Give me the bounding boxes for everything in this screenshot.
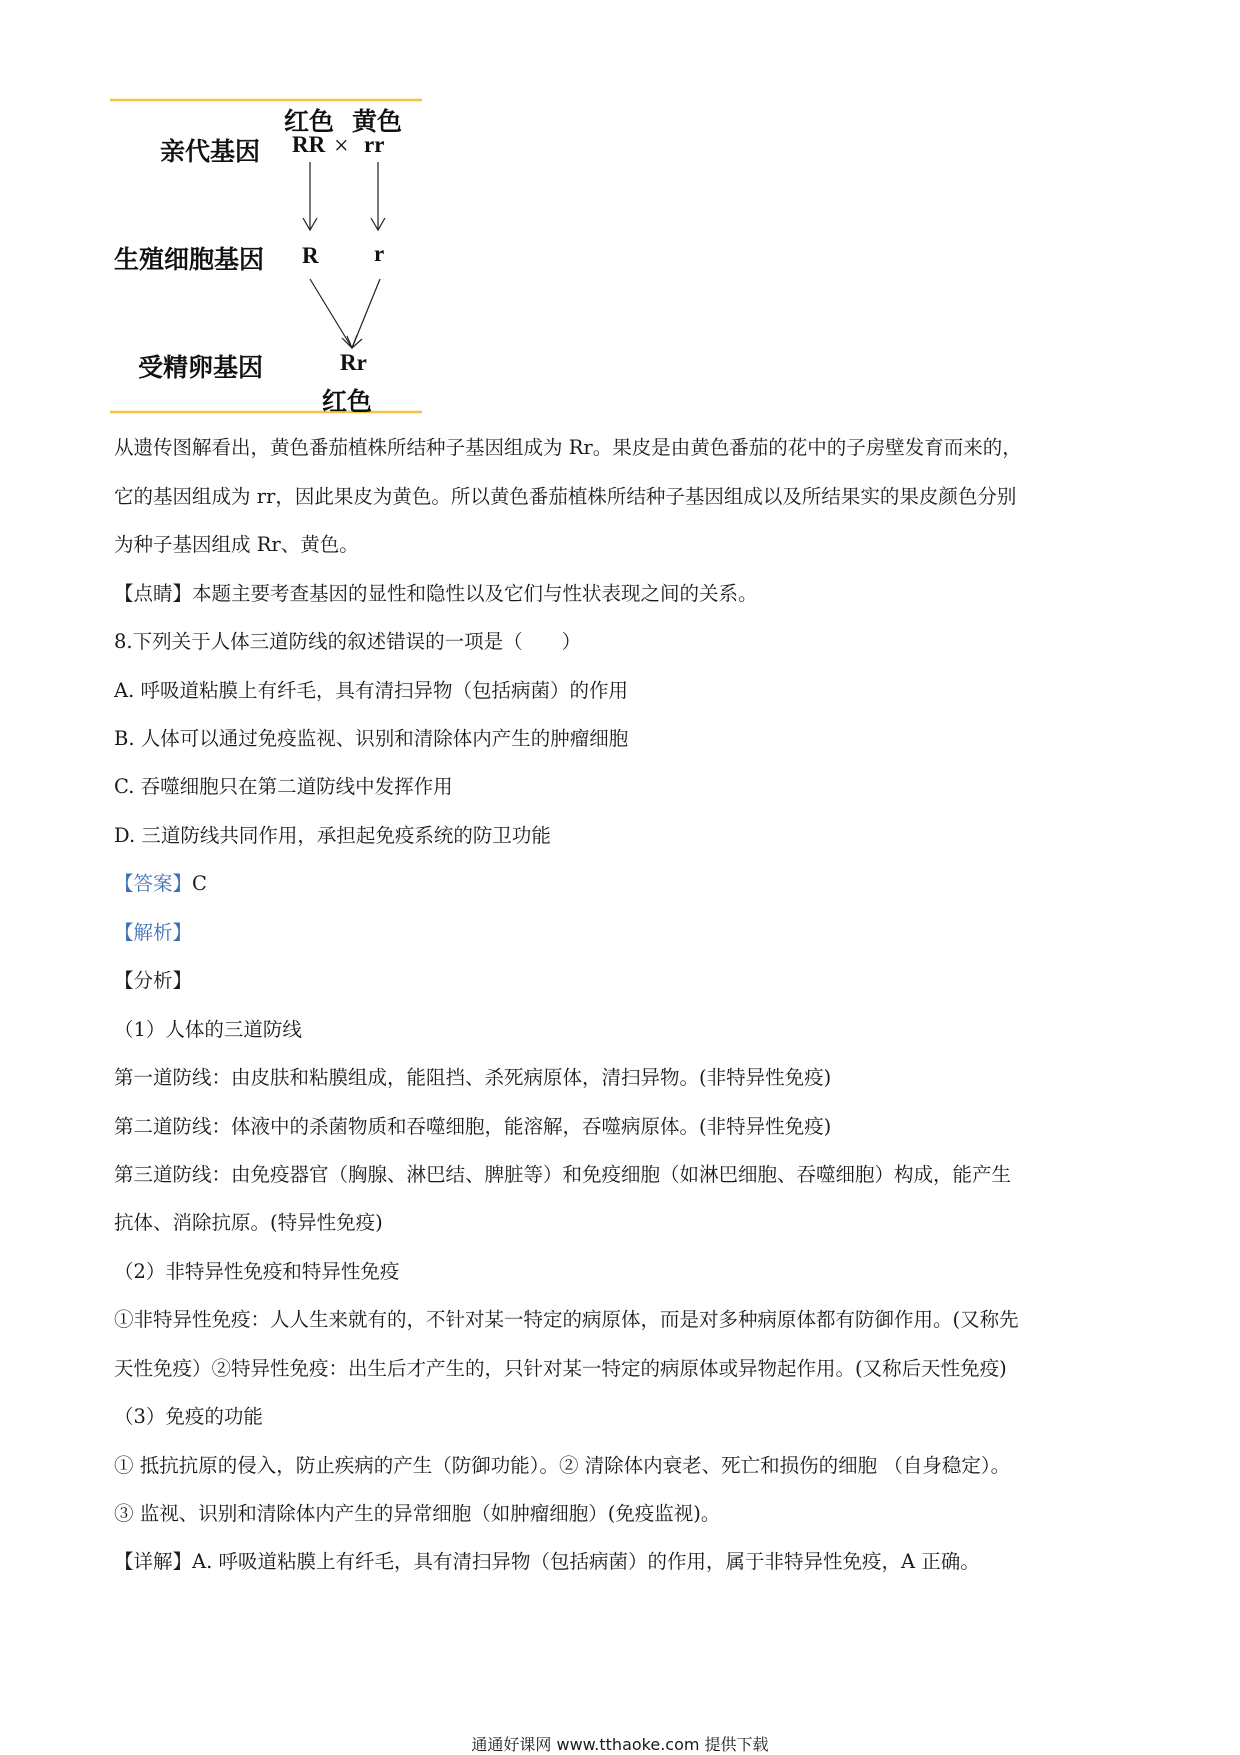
gamete-label: 生殖细胞基因 bbox=[114, 245, 265, 274]
text-line: 为种子基因组成 Rr、黄色。 bbox=[114, 533, 359, 556]
text-line: 【详解】A. 呼吸道粘膜上有纤毛，具有清扫异物（包括病菌）的作用，属于非特异性免疫，A 正确。 bbox=[114, 1550, 980, 1573]
color-yellow-label: 黄色 bbox=[352, 107, 403, 136]
page-footer: 通通好课网 www.tthaoke.com 提供下载 bbox=[471, 1735, 769, 1754]
text-line: 【分析】 bbox=[114, 969, 193, 992]
genetic-diagram bbox=[110, 96, 430, 416]
text-line: （3）免疫的功能 bbox=[114, 1405, 263, 1428]
text-line: 从遗传图解看出，黄色番茄植株所结种子基因组成为 Rr。果皮是由黄色番茄的花中的子房壁发育而来的， bbox=[114, 436, 1022, 459]
color-red-label: 红色 bbox=[284, 107, 335, 136]
option-d: D. 三道防线共同作用，承担起免疫系统的防卫功能 bbox=[114, 824, 551, 847]
text-line: 第二道防线：体液中的杀菌物质和吞噬细胞，能溶解，吞噬病原体。(非特异性免疫) bbox=[114, 1115, 832, 1138]
text-line: ③ 监视、识别和清除体内产生的异常细胞（如肿瘤细胞）(免疫监视)。 bbox=[114, 1502, 721, 1525]
answer-value: C bbox=[192, 872, 207, 895]
text-line: （2）非特异性免疫和特异性免疫 bbox=[114, 1260, 400, 1283]
analysis-label: 【解析】 bbox=[114, 921, 193, 944]
cross-symbol: × bbox=[334, 131, 349, 160]
text-line: 第一道防线：由皮肤和粘膜组成，能阻挡、杀死病原体，清扫异物。(非特异性免疫) bbox=[114, 1066, 832, 1089]
answer-line bbox=[114, 870, 207, 898]
offspring-color-label: 红色 bbox=[322, 387, 373, 416]
arrow-left-merge bbox=[310, 279, 352, 348]
gamete-left-gene: R bbox=[302, 243, 319, 268]
text-line: （1）人体的三道防线 bbox=[114, 1018, 302, 1041]
gamete-right-gene: r bbox=[374, 241, 385, 266]
text-line: ①非特异性免疫：人人生来就有的，不针对某一特定的病原体，而是对多种病原体都有防御作用。(又称先 bbox=[114, 1308, 1019, 1331]
zygote-label: 受精卵基因 bbox=[138, 353, 264, 382]
text-line: ① 抵抗抗原的侵入，防止疾病的产生（防御功能）。② 清除体内衰老、死亡和损伤的细胞 （自身稳定）。 bbox=[114, 1454, 1011, 1477]
text-line: 第三道防线：由免疫器官（胸腺、淋巴结、脾脏等）和免疫细胞（如淋巴细胞、吞噬细胞）构成，能产生 bbox=[114, 1163, 1012, 1186]
answer-label: 【答案】 bbox=[114, 872, 193, 895]
text-line: 天性免疫）②特异性免疫：出生后才产生的，只针对某一特定的病原体或异物起作用。(又称后天性免疫) bbox=[114, 1357, 1007, 1380]
zygote-gene: Rr bbox=[340, 350, 367, 375]
text-line: 它的基因组成为 rr，因此果皮为黄色。所以黄色番茄植株所结种子基因组成以及所结果实的果皮颜色分别 bbox=[114, 485, 1017, 508]
text-line: 抗体、消除抗原。(特异性免疫) bbox=[114, 1211, 383, 1234]
option-b: B. 人体可以通过免疫监视、识别和清除体内产生的肿瘤细胞 bbox=[114, 727, 629, 750]
parent-label: 亲代基因 bbox=[160, 137, 261, 166]
parent-left-gene: RR bbox=[292, 132, 326, 157]
parent-right-gene: rr bbox=[364, 132, 385, 157]
pointing-note: 【点睛】本题主要考查基因的显性和隐性以及它们与性状表现之间的关系。 bbox=[114, 582, 758, 605]
option-a: A. 呼吸道粘膜上有纤毛，具有清扫异物（包括病菌）的作用 bbox=[114, 679, 628, 702]
option-c: C. 吞噬细胞只在第二道防线中发挥作用 bbox=[114, 775, 453, 798]
question-stem: 8.下列关于人体三道防线的叙述错误的一项是（ ） bbox=[114, 630, 582, 653]
